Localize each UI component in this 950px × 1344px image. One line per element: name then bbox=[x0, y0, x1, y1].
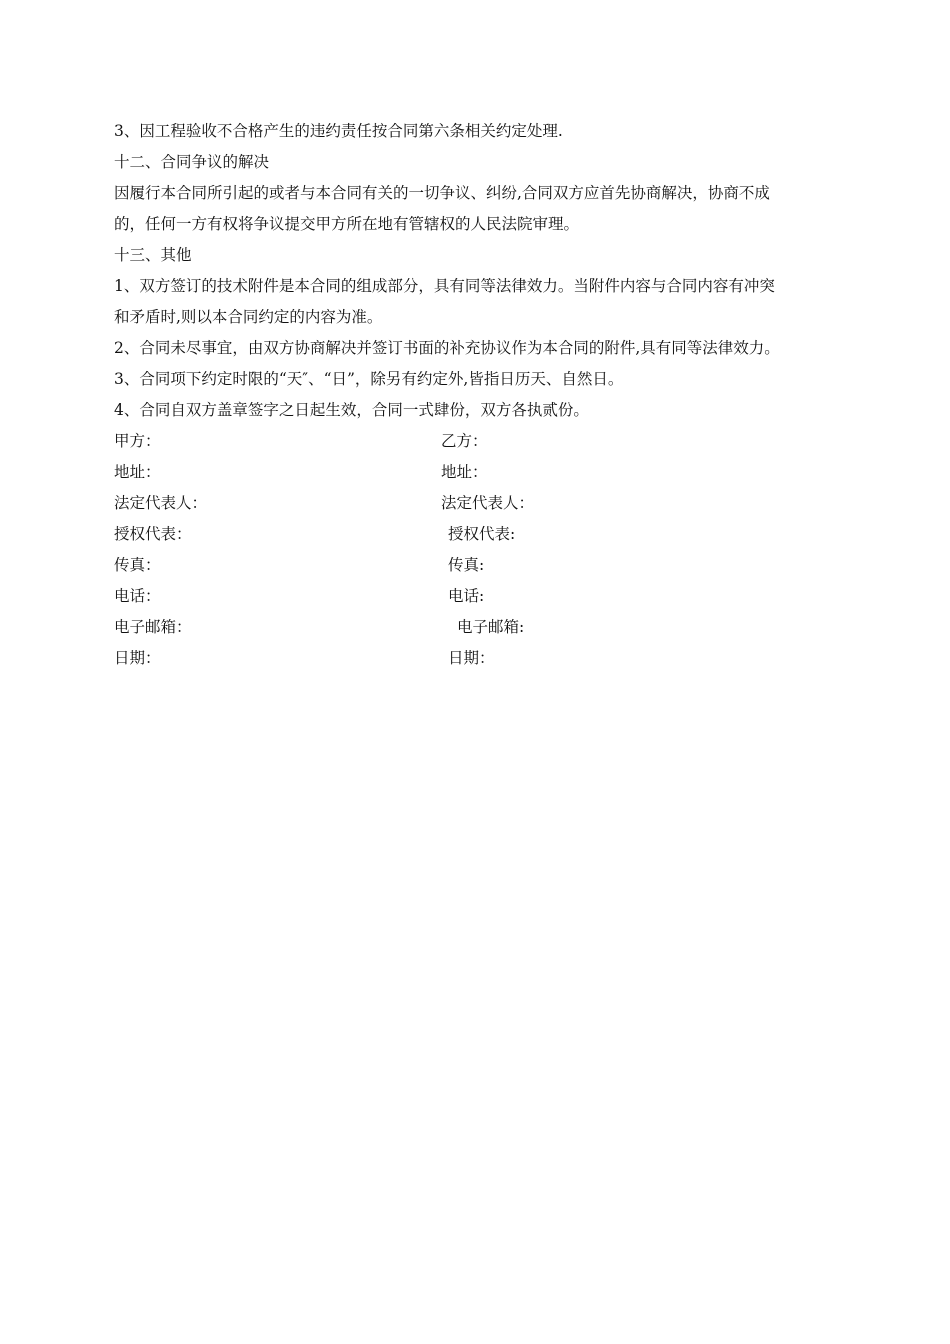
dispute-resolution-text-line-2: 的，任何一方有权将争议提交甲方所在地有管辖权的人民法院审理。 bbox=[114, 215, 580, 233]
other-clause-1-line-2: 和矛盾时,则以本合同约定的内容为准。 bbox=[114, 308, 383, 326]
other-clause-2: 2、合同未尽事宜，由双方协商解决并签订书面的补充协议作为本合同的附件,具有同等法律效力。 bbox=[114, 339, 780, 357]
section-13-heading: 十三、其他 bbox=[114, 246, 192, 264]
party-b-phone-label: 电话: bbox=[448, 587, 485, 605]
clause-3-breach-liability: 3、因工程验收不合格产生的违约责任按合同第六条相关约定处理. bbox=[114, 122, 563, 140]
dispute-resolution-text-line-1: 因履行本合同所引起的或者与本合同有关的一切争议、纠纷,合同双方应首先协商解决，协商不成 bbox=[114, 184, 770, 202]
section-12-heading: 十二、合同争议的解决 bbox=[114, 153, 270, 171]
party-b-authorized-rep-label: 授权代表: bbox=[448, 525, 516, 543]
party-a-label: 甲方： bbox=[114, 432, 161, 450]
party-a-email-label: 电子邮箱： bbox=[114, 618, 192, 636]
party-a-phone-label: 电话： bbox=[114, 587, 161, 605]
party-a-authorized-rep-label: 授权代表： bbox=[114, 525, 192, 543]
party-a-fax-label: 传真： bbox=[114, 556, 161, 574]
party-b-legal-rep-label: 法定代表人： bbox=[441, 494, 535, 512]
party-b-fax-label: 传真: bbox=[448, 556, 485, 574]
party-b-label: 乙方： bbox=[441, 432, 488, 450]
other-clause-4: 4、合同自双方盖章签字之日起生效，合同一式肆份，双方各执贰份。 bbox=[114, 401, 589, 419]
party-b-date-label: 日期： bbox=[448, 649, 495, 667]
other-clause-1-line-1: 1、双方签订的技术附件是本合同的组成部分，具有同等法律效力。当附件内容与合同内容有冲突 bbox=[114, 277, 775, 295]
party-a-date-label: 日期： bbox=[114, 649, 161, 667]
party-a-address-label: 地址： bbox=[114, 463, 161, 481]
party-b-email-label: 电子邮箱: bbox=[457, 618, 525, 636]
party-b-address-label: 地址： bbox=[441, 463, 488, 481]
other-clause-3: 3、合同项下约定时限的“天″、“日”，除另有约定外,皆指日历天、自然日。 bbox=[114, 370, 624, 388]
party-a-legal-rep-label: 法定代表人： bbox=[114, 494, 208, 512]
